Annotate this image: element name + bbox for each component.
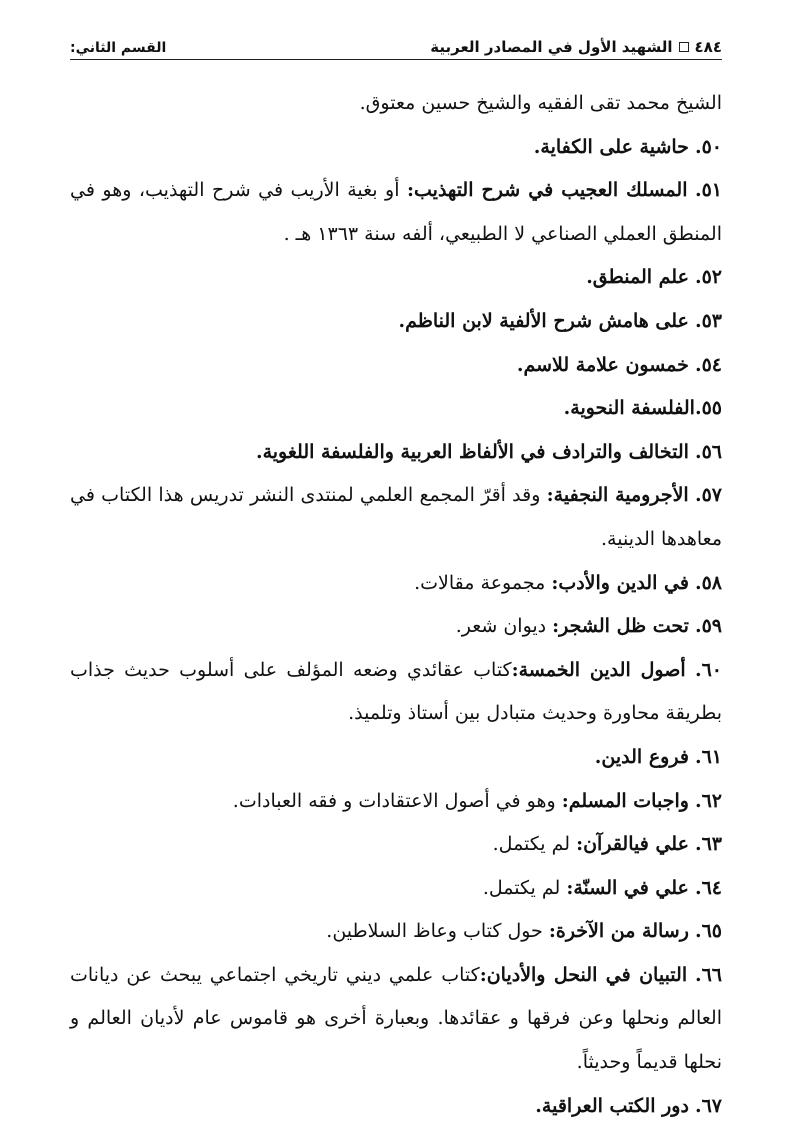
entries-list [70, 82, 722, 1128]
list-item [70, 780, 722, 824]
entry-text: وقد أقرّ المجمع العلمي لمنتدى النشر تدريس هذا الكتاب في معاهدها الدينية. [70, 484, 722, 550]
entry-number: ٥٦. [694, 440, 722, 463]
entry-number: ٥٠. [694, 135, 722, 158]
list-item [70, 387, 722, 431]
entry-text: كتاب عقائدي وضعه المؤلف على أسلوب حديث جذاب بطريقة محاورة وحديث متبادل بين أستاذ وتلميذ. [70, 658, 722, 725]
list-item [70, 1085, 722, 1128]
entry-title: في الدين والأدب: [551, 571, 689, 594]
entry-title: التبيان في النحل والأديان: [479, 963, 688, 986]
entry-text: أو بغية الأريب في شرح التهذيب، وهو في المنطق العملي الصناعي لا الطبيعي، ألفه سنة ١٣٦٣ هـ . [70, 179, 722, 245]
running-header [70, 30, 722, 60]
entry-title: دور الكتب العراقية. [535, 1094, 689, 1117]
list-item [70, 256, 722, 300]
entry-text: لم يكتمل. [492, 833, 577, 856]
list-item [70, 867, 722, 911]
entry-title: خمسون علامة للاسم. [516, 353, 689, 376]
entry-title: علي فيالقرآن: [576, 833, 689, 856]
entry-number: ٥٥. [694, 397, 722, 420]
entry-title: علم المنطق. [586, 266, 689, 289]
book-title: الشهيد الأول في المصادر العربية [430, 38, 673, 56]
entry-number: ٦٣. [694, 833, 722, 856]
entry-title: رسالة من الآخرة: [548, 920, 689, 943]
entry-title: تحت ظل الشجر: [552, 615, 689, 638]
list-item [70, 736, 722, 780]
entry-text: مجموعة مقالات. [414, 571, 552, 594]
page-number: ٤٨٤ [694, 38, 722, 56]
entry-number: ٥٣. [694, 309, 722, 332]
list-item [70, 562, 722, 606]
entry-number: ٥٨. [694, 571, 722, 594]
list-item [70, 954, 722, 1085]
entry-number: ٦٧. [694, 1094, 722, 1117]
section-title: القسم الثاني: [70, 40, 167, 56]
entry-title: التخالف والترادف في الألفاظ العربية والفلسفة اللغوية. [255, 440, 689, 463]
entry-text: وهو في أصول الاعتقادات و فقه العبادات. [232, 789, 562, 812]
list-item [70, 344, 722, 388]
list-item [70, 82, 722, 126]
entry-title: واجبات المسلم: [561, 789, 689, 812]
list-item [70, 126, 722, 170]
entry-number: ٦١. [694, 745, 722, 768]
entry-text: كتاب علمي ديني تاريخي اجتماعي يبحث عن ديانات العالم ونحلها وعن فرقها و عقائدها. وبعبارة أخرى هو قاموس عام لأديان العالم و نحلها قديماً وحديثاً. [70, 963, 722, 1074]
square-icon [679, 42, 689, 52]
entry-text: حول كتاب وعاظ السلاطين. [326, 920, 549, 943]
list-item [70, 649, 722, 736]
entry-title: علي في السنّة: [566, 876, 689, 899]
header-right [430, 38, 722, 56]
entry-number: ٥٢. [694, 266, 722, 289]
entry-number: ٦٤. [694, 876, 722, 899]
entry-text: ديوان شعر. [455, 615, 553, 638]
entry-title: على هامش شرح الألفية لابن الناظم. [398, 309, 689, 332]
entry-number: ٥٧. [694, 484, 722, 507]
entry-title: فروع الدين. [594, 745, 689, 768]
list-item [70, 300, 722, 344]
entry-number: ٦٦. [694, 963, 722, 986]
entry-title: أصول الدين الخمسة: [511, 658, 686, 681]
entry-number: ٥١. [694, 179, 723, 202]
entry-title: الأجرومية النجفية: [546, 484, 689, 507]
list-item [70, 605, 722, 649]
entry-number: ٥٤. [694, 353, 722, 376]
list-item [70, 474, 722, 561]
entry-number: ٦٠. [694, 658, 722, 681]
entry-number: ٦٢. [694, 789, 722, 812]
entry-text: الشيخ محمد تقى الفقيه والشيخ حسين معتوق. [359, 92, 722, 114]
entry-title: المسلك العجيب في شرح التهذيب: [407, 179, 688, 202]
list-item [70, 169, 722, 256]
entry-title: حاشية على الكفاية. [533, 135, 689, 158]
list-item [70, 431, 722, 475]
list-item [70, 823, 722, 867]
entry-title: الفلسفة النحوية. [563, 397, 695, 420]
entry-text: لم يكتمل. [482, 876, 567, 899]
list-item [70, 910, 722, 954]
entry-number: ٦٥. [694, 920, 722, 943]
entry-number: ٥٩. [694, 615, 722, 638]
